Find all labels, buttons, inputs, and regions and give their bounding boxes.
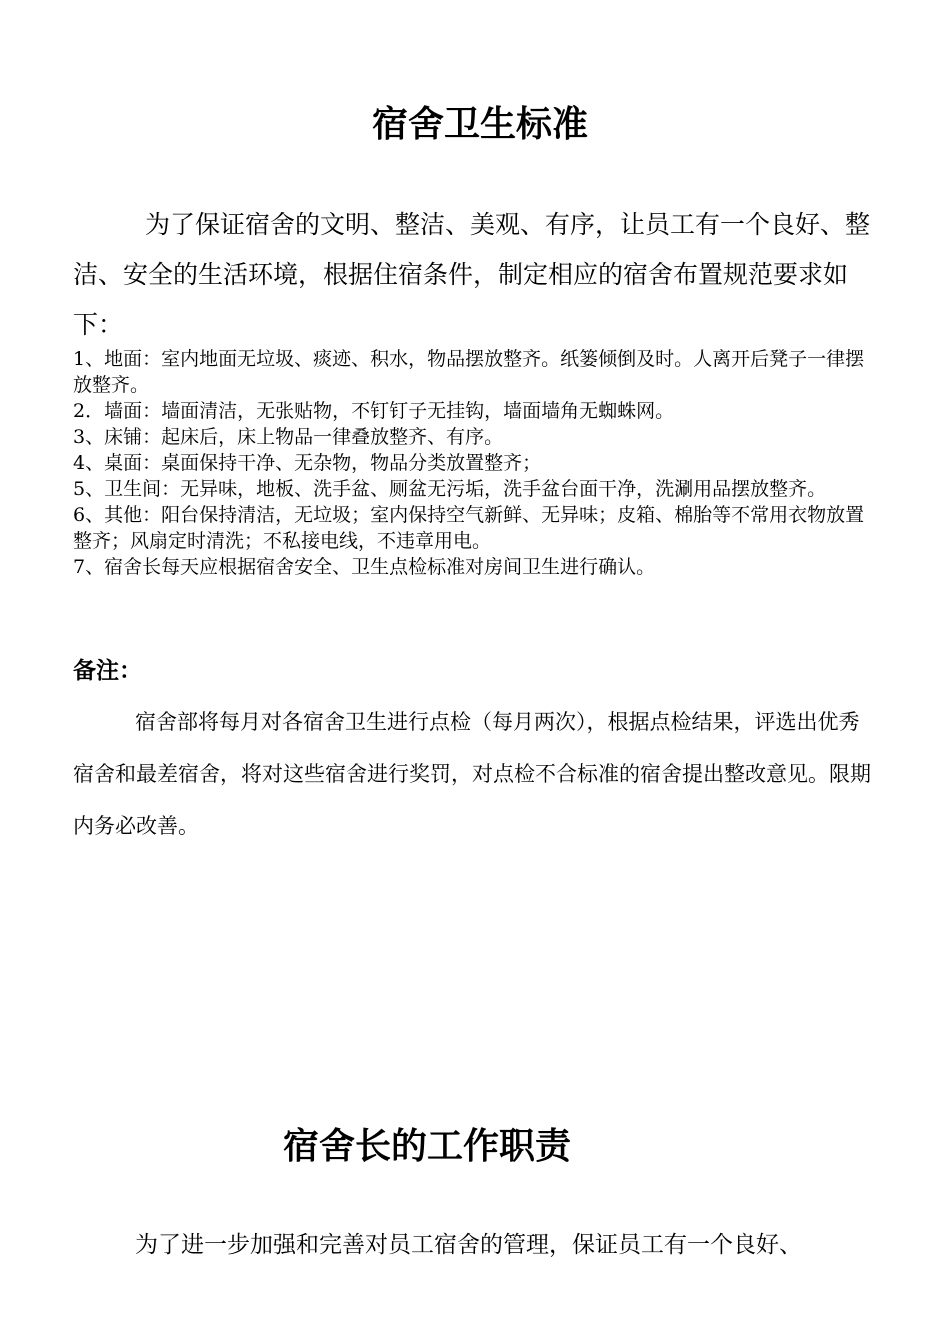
note-label: 备注： bbox=[73, 658, 142, 684]
rules-list bbox=[73, 346, 879, 580]
note-paragraph bbox=[73, 696, 879, 852]
rule-item: 6、其他：阳台保持清洁，无垃圾；室内保持空气新鲜、无异味；皮箱、棉胎等不常用衣物放置整齐；风扇定时清洗；不私接电线，不违章用电。 bbox=[73, 504, 865, 552]
section-title: 宿舍长的工作职责 bbox=[283, 1125, 572, 1167]
section-intro-text: 为了进一步加强和完善对员工宿舍的管理，保证员工有一个良好、 bbox=[135, 1232, 802, 1258]
rule-item: 2．墙面：墙面清洁，无张贴物，不钉钉子无挂钩，墙面墙角无蜘蛛网。 bbox=[73, 400, 675, 422]
note-text: 宿舍部将每月对各宿舍卫生进行点检（每月两次），根据点检结果，评选出优秀宿舍和最差宿舍，将对这些宿舍进行奖罚，对点检不合标准的宿舍提出整改意见。限期内务必改善。 bbox=[73, 710, 871, 838]
rule-item: 4、桌面：桌面保持干净、无杂物，物品分类放置整齐； bbox=[73, 452, 542, 474]
intro-text: 为了保证宿舍的文明、整洁、美观、有序，让员工有一个良好、整洁、安全的生活环境，根据住宿条件，制定相应的宿舍布置规范要求如下： bbox=[73, 210, 871, 339]
intro-paragraph bbox=[73, 200, 879, 350]
rule-item: 3、床铺：起床后，床上物品一律叠放整齐、有序。 bbox=[73, 426, 504, 448]
rule-item: 1、地面：室内地面无垃圾、痰迹、积水，物品摆放整齐。纸篓倾倒及时。人离开后凳子一律摆放整齐。 bbox=[73, 348, 865, 396]
rule-item: 7、宿舍长每天应根据宿舍安全、卫生点检标准对房间卫生进行确认。 bbox=[73, 556, 656, 578]
rule-item: 5、卫生间：无异味，地板、洗手盆、厕盆无污垢，洗手盆台面干净，洗涮用品摆放整齐。 bbox=[73, 478, 827, 500]
section-intro-paragraph bbox=[73, 1220, 879, 1270]
page-title: 宿舍卫生标准 bbox=[372, 103, 589, 145]
